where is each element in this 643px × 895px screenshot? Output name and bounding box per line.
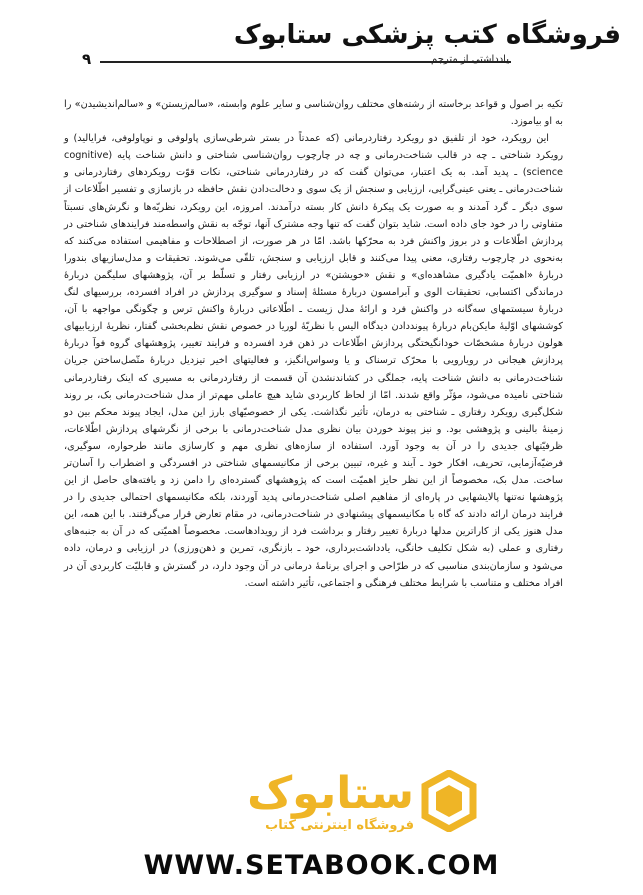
logo-tagline: فروشگاه اینترنتی کتاب <box>265 818 414 833</box>
hexagon-ring-logo-icon <box>420 770 478 832</box>
page-header <box>60 20 621 80</box>
site-url[interactable]: WWW.SETABOOK.COM <box>143 850 500 881</box>
paragraph-1: تکیه بر اصول و قواعد برخاسته از رشته‌های مختلف روان‌شناسی و سایر علوم وابسته، «سالم‌زیستن» و «سالم‌اندیشیدن» را به او بیاموزد. <box>64 99 563 128</box>
setabook-logo[interactable] <box>188 768 478 838</box>
body-text <box>64 96 563 592</box>
paragraph-2: این رویکرد، خود از تلفیق دو رویکرد رفتاردرمانی (که عمدتاً در بستر شرطی‌سازی پاولوفی و نوپاولوفی، فرایالید) و رویکرد شناختی ـ چه در قالب شناخت‌درمانی و چه در چارچوب روان‌شناسی شناختی و دانش شناخت پایه (cognitive science) ـ پدید آمد. به یک اعتبار، می‌توان گفت که در رفتاردرمانی شناختی، نکات قوّت رویکردهای رفتاردرمانی و شناخت‌درمانی ـ یعنی عینی‌گرایی، ارزیابی و سنجش از یک سوی و دخالت‌دادن نقش حافظه در بازسازی و تفسیر اطّلاعات از سوی دیگر ـ گرد آمدند و به صورت یک پیکرهٔ دانش کار بسته درآمدند. امروزه، این رویکرد، نظریّه‌ها و نگرش‌های نسبتاً متفاوتی را در خود جای داده است. شاید بتوان گفت که تنها وجه مشترک آنها، توجّه به نقش واسطه‌مند فرایندهای شناختی در پردازش اطّلاعات و در بروز واکنش فرد به محرّکها باشد. امّا در هر صورت، از اصطلاحات و مفاهیمی استفاده می‌کنند که به‌نحوی در چارچوب رفتاری، معنی پیدا می‌کنند و قابل ارزیابی و سنجش، تلقّی می‌شوند. تحقیقات و مدل‌سازیهای بندورا دربارهٔ «اهمیّت یادگیری مشاهده‌ای» و نقش «خویشتن» در ارزیابی رفتار و تسلّط بر آن، پژوهشهای سلیگمن دربارهٔ درماندگی اکتسابی، تحقیقات الوی و آبرامسون دربارهٔ مسئلهٔ إسناد و سوگیری پردازش در افراد افسرده، بررسیهای لنگ دربارهٔ سیستمهای سه‌گانه در واکنش فرد و ارائهٔ مدل زیست ـ اطّلاعاتی دربارهٔ واکنش ترس و چگونگی مواجهه با آن، کوششهای اوّلیهٔ مایکن‌بام دربارهٔ پیونددادن دیدگاه الیس با نظریّهٔ لوریا در خصوص نقش نظم‌بخشی گفتار، نظریهٔ ارزیابیهای هولون دربارهٔ مشخصّات خودانگیختگی پردازش اطّلاعات در ذهن فرد افسرده و فرایند تغییر، پژوهشهای گروه فوآ دربارهٔ پردازش هیجانی در رویارویی با محرّک ترسناک و یا وسواس‌انگیز، و فعالیتهای اخیر تیزدیل دربارهٔ متّصل‌ساختن جریان شناخت‌درمانی به دانش شناخت پایه، جملگی در کشاندنشدن آن قسمت از رفتاردرمانی به مسیری که اینک رفتاردرمانی شناختی نامیده می‌شود، مؤثّر واقع شدند. امّا از لحاظ کاربردی شاید هیچ عاملی مهم‌تر از مدل شناخت‌درمانی بک، بر روند شکل‌گیری رویکرد رفتاری ـ شناختی به درمان، تأثیر نگذاشت. یکی از خصوصیّهای بارز این مدل، ایجاد پیوند محکم بین دو زمینهٔ بالینی و پژوهشی بود. و نیز پیوند خوردن بیان نظری مدل شناخت‌درمانی با برخی از نگرشهای پردازش اطّلاعات، ظرفیّتهای جدیدی را در آن به وجود آورد. استفاده از سازه‌های نظری مهم و کارسازی مانند طرحواره، سوگیری، فرضیّه‌آزمایی، تحریف، افکار خود ـ آیند و غیره، تبیین برخی از مکانیسمهای شناختی در افسردگی و اضطراب را آسان‌تر ساخت. مدل بک، مخصوصاً از این نظر حایز اهمیّت است که پژوهشهای گسترده‌ای را دامن زد و یافته‌های حاصل از این پژوهشها نه‌تنها پالایشهایی در پاره‌ای از مفاهیم اصلی شناخت‌درمانی پدید آوردند، بلکه مکانیسمهای احتمالی جدیدی را در فرایند درمان ارائه دادند که گاه با مکانیسمهای پیشنهادی در شناخت‌درمانی، در مقام تعارض قرار می‌گرفتند. با این همه، این مدل هنوز یکی از کاراترین مدلها دربارهٔ تغییر رفتار و برداشت فرد از رویدادهاست. مخصوصاً اهمیّتی که در آن به جنبه‌های رفتاری و عملی (به شکل تکلیف خانگی، یادداشت‌برداری، خود ـ بازنگری، تمرین و ذهن‌ورزی) در ارزیابی و درمان، داده می‌شود و سازمان‌بندی مناسبی که در طرّاحی و اجرای برنامهٔ درمانی در آن وجود دارد، در گسترش و قابلیّت کاربردی آن در افراد مختلف و متناسب با شرایط مختلف فرهنگی و اجتماعی، تأثیر داشته است. <box>64 133 563 589</box>
page-footer <box>0 758 643 895</box>
page-number: ۹ <box>82 50 92 68</box>
logo-word: ستابوک <box>247 768 414 819</box>
store-title: فروشگاه کتب پزشکی ستابوک <box>233 20 621 50</box>
running-head: یادداشتی از مترجم <box>431 54 509 65</box>
